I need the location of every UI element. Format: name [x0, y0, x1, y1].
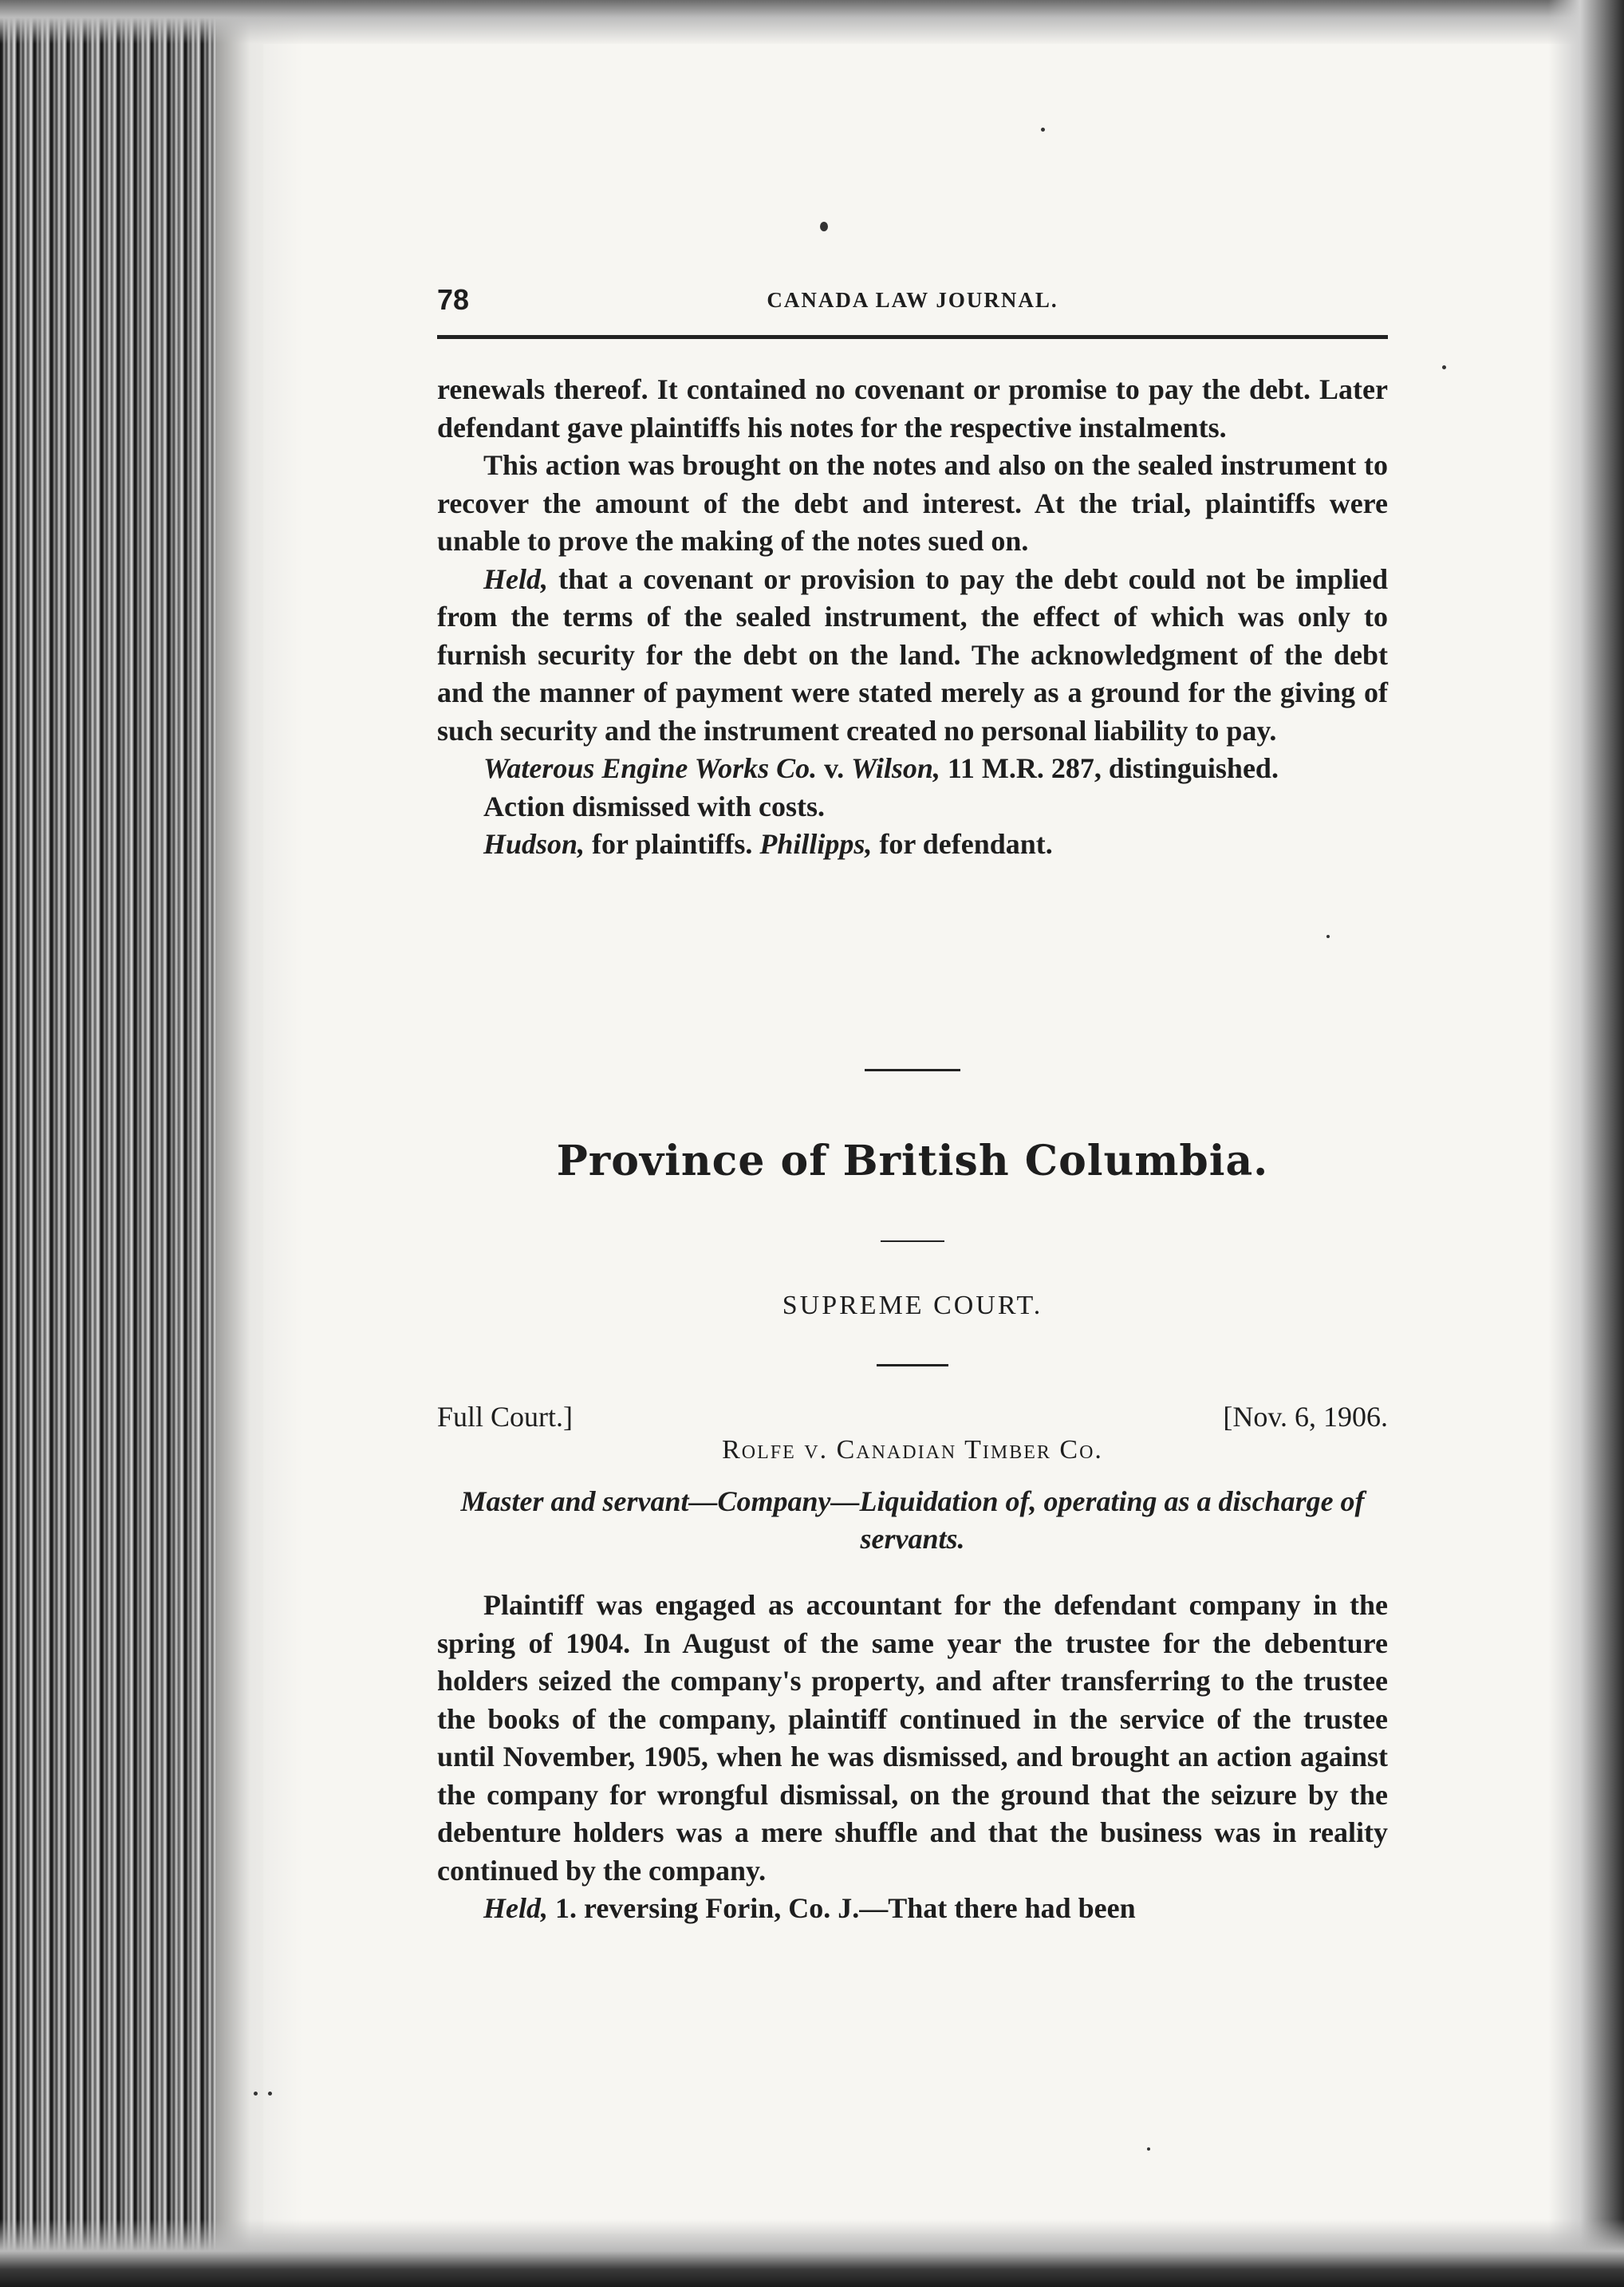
court-heading: SUPREME COURT. — [782, 1291, 1043, 1320]
case-meta-row — [437, 1400, 1388, 1438]
small-divider — [437, 1240, 1388, 1242]
counsel-name: Hudson, — [483, 828, 585, 860]
facts-paragraph: Plaintiff was engaged as accountant for the defendant company in the spring of 1904. In August of the same year the trustee for the debenture holders seized the company's property, and after transferring to the trustee the books of the company, plaintiff continued in the service of the trustee until November, 1905, when he was dismissed, and brought an action against the company for wrongful dismissal, on the ground that the seizure by the debenture holders was a mere shuffle and that the business was in reality continued by the company. — [437, 1589, 1388, 1887]
paragraph: renewals thereof. It contained no covenant or promise to pay the debt. Later defendant gave plaintiffs his notes for the respective instalments. — [437, 373, 1388, 444]
case-block — [437, 1400, 1388, 1928]
bottom-scan-edge — [0, 2219, 1624, 2287]
province-heading-block — [437, 1137, 1388, 1185]
top-scan-edge — [0, 0, 1624, 44]
binding-shadow — [215, 0, 303, 2287]
journal-title: CANADA LAW JOURNAL. — [767, 288, 1058, 312]
case-name: Waterous Engine Works Co. — [483, 752, 818, 784]
running-head — [437, 283, 1388, 331]
case-versus: v. — [817, 752, 852, 784]
previous-case-text — [437, 371, 1388, 864]
held-text: 1. reversing Forin, Co. J.—That there had been — [547, 1892, 1136, 1924]
citation-paragraph — [437, 750, 1388, 788]
held-paragraph — [437, 1890, 1388, 1928]
right-scan-edge — [1548, 0, 1624, 2287]
case-name: Wilson, — [851, 752, 940, 784]
book-binding-edge — [0, 0, 215, 2287]
province-heading: Province of British Columbia. — [556, 1137, 1269, 1185]
counsel-name: Phillipps, — [759, 828, 873, 860]
headnote: Master and servant—Company—Liquidation of, operating as a discharge of servants. — [460, 1485, 1365, 1555]
paragraph: This action was brought on the notes and also on the sealed instrument to recover the amount of the debt and interest. At the trial, plaintiffs were unable to prove the making of the notes sued on. — [437, 449, 1388, 557]
section-divider — [437, 1069, 1388, 1071]
held-text: that a covenant or provision to pay the debt could not be implied from the terms of the sealed instrument, the effect of which was only to furnish security for the debt on the land. The acknowledgment of the debt and the manner of payment were stated merely as a ground for the giving of such security and the instrument created no personal liability to pay. — [437, 562, 1388, 747]
case-title: Rolfe v. Canadian Timber Co. — [722, 1435, 1103, 1465]
header-rule — [437, 335, 1388, 339]
held-label: Held, — [483, 562, 548, 595]
citation-text: 11 M.R. 287, distinguished. — [940, 752, 1279, 784]
counsel-role: for plaintiffs. — [585, 828, 760, 860]
court-divider — [437, 1364, 1388, 1366]
court-heading-block — [437, 1291, 1388, 1321]
held-paragraph — [437, 561, 1388, 751]
held-label: Held, — [483, 1892, 548, 1924]
page-number: 78 — [437, 283, 470, 316]
counsel-line — [437, 826, 1388, 864]
counsel-role: for defendant. — [872, 828, 1053, 860]
disposition: Action dismissed with costs. — [483, 790, 826, 822]
court-label: Full Court.] — [437, 1401, 574, 1433]
decision-date: [Nov. 6, 1906. — [1223, 1401, 1388, 1433]
